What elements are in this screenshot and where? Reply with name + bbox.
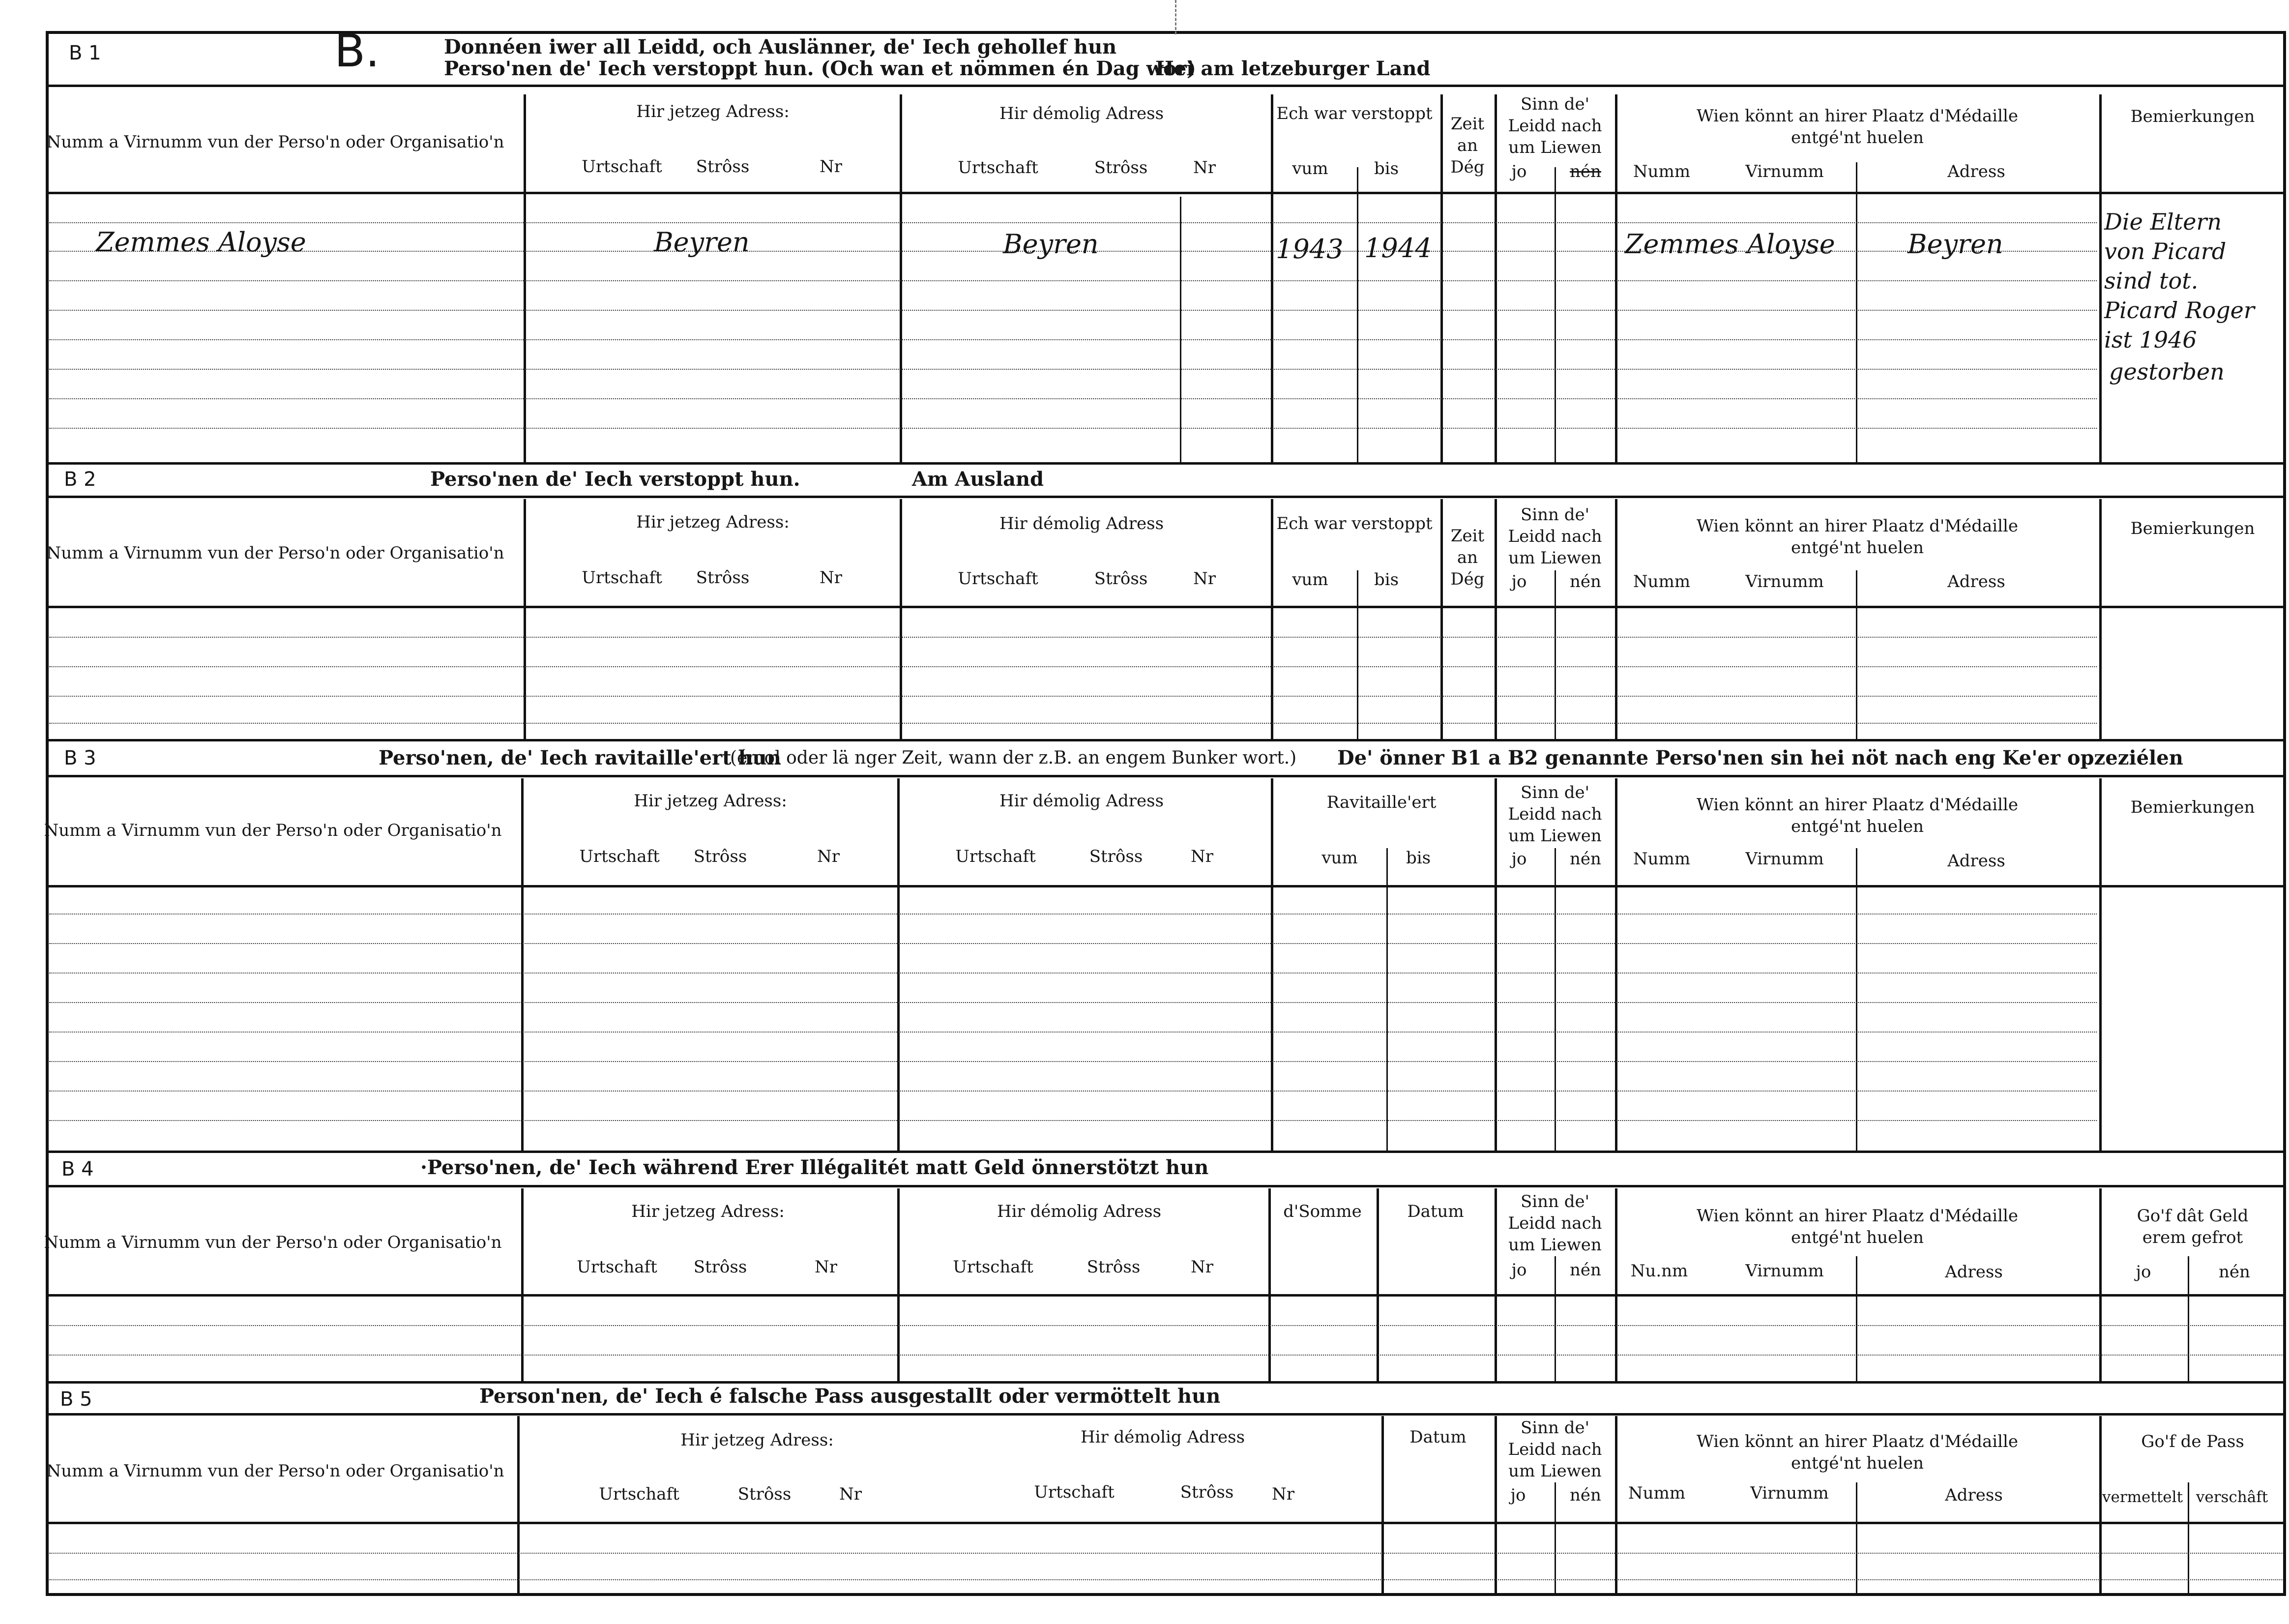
section-b1-rule bbox=[46, 85, 2286, 87]
section-b2-title: Perso'nen de' Iech verstoppt hun. bbox=[430, 468, 800, 491]
section-b2-label: B 2 bbox=[64, 468, 96, 491]
b3-row-line bbox=[49, 1120, 2097, 1121]
b4-col-divider bbox=[1555, 1256, 1556, 1381]
b5-header-former: Hir démolig Adress bbox=[1080, 1427, 1245, 1447]
b1-entry-remarks-line: Die Eltern bbox=[2104, 208, 2222, 235]
b5-header-current: Hir jetzeg Adress: bbox=[680, 1430, 834, 1450]
b2-col-divider bbox=[1555, 570, 1556, 739]
b1-header-street: Strôss bbox=[696, 157, 750, 177]
b1-entry-remarks-line: von Picard bbox=[2104, 238, 2227, 265]
section-b1-title-line2: Perso'nen de' Iech verstoppt hun. (Och wan et nömmen én Dag wor) bbox=[444, 57, 1196, 80]
b1-header-name: Numm a Virnumm vun der Perso'n oder Organisatio'n bbox=[46, 132, 504, 152]
b1-entry-to: 1944 bbox=[1364, 233, 1432, 264]
b2-col-divider bbox=[1271, 499, 1273, 739]
b5-row-line bbox=[49, 1579, 2284, 1580]
b2-col-divider bbox=[524, 499, 526, 739]
b4-header-medal-name: Nu.nm bbox=[1630, 1261, 1688, 1281]
b4-col-divider bbox=[2188, 1256, 2189, 1381]
b2-col-divider bbox=[1856, 570, 1857, 739]
b1-entry-remarks-line: ist 1946 bbox=[2104, 326, 2197, 353]
b3-col-divider bbox=[1271, 778, 1273, 1151]
b5-header-pass-procured: verschâft bbox=[2196, 1488, 2268, 1506]
b4-col-divider bbox=[1615, 1188, 1617, 1381]
b2-header-locality2: Urtschaft bbox=[958, 569, 1038, 589]
b1-header-rule bbox=[46, 192, 2286, 194]
b1-row-line bbox=[49, 280, 2097, 281]
b1-header-locality: Urtschaft bbox=[582, 157, 662, 177]
b2-col-divider bbox=[1495, 499, 1497, 739]
section-b2-top-rule bbox=[46, 462, 2286, 465]
b5-header-locality2: Urtschaft bbox=[1034, 1482, 1115, 1502]
b3-col-divider bbox=[1495, 778, 1497, 1151]
b1-row-line bbox=[49, 339, 2097, 340]
b4-header-sum: d'Somme bbox=[1283, 1202, 1362, 1221]
b3-header-number2: Nr bbox=[1190, 847, 1214, 866]
b2-row-line bbox=[49, 666, 2097, 667]
b2-header-current: Hir jetzeg Adress: bbox=[636, 512, 790, 532]
b2-row-line bbox=[49, 696, 2097, 697]
section-b3-title-note: (émol oder lä nger Zeit, wann der z.B. an engem Bunker wort.) bbox=[730, 748, 1297, 768]
section-b3-label: B 3 bbox=[64, 747, 96, 769]
b3-row-line bbox=[49, 973, 2097, 974]
b5-header-alive: Sinn de' Leidd nach um Liewen bbox=[1508, 1418, 1602, 1481]
b3-header-current: Hir jetzeg Adress: bbox=[634, 791, 787, 811]
b2-col-divider bbox=[2099, 499, 2102, 739]
b3-header-remarks: Bemierkungen bbox=[2130, 797, 2255, 817]
b1-header-remarks: Bemierkungen bbox=[2130, 107, 2255, 126]
b2-header-medal-name: Numm bbox=[1633, 572, 1691, 591]
b5-header-locality: Urtschaft bbox=[599, 1484, 679, 1504]
b4-header-medal-firstname: Virnumm bbox=[1745, 1261, 1824, 1281]
b3-col-divider bbox=[1856, 848, 1857, 1151]
b3-col-divider bbox=[897, 778, 900, 1151]
b4-row-line bbox=[49, 1325, 2284, 1326]
b1-row-line bbox=[49, 222, 2097, 223]
b1-header-medal-name: Numm bbox=[1633, 162, 1691, 181]
b5-header-street2: Strôss bbox=[1180, 1482, 1234, 1502]
section-b3-top-rule bbox=[46, 739, 2286, 741]
section-b4-title: ·Perso'nen, de' Iech während Erer Illégalitét matt Geld önnerstötzt hun bbox=[420, 1156, 1209, 1179]
b1-col-divider bbox=[1615, 94, 1617, 462]
b3-header-medal-firstname: Virnumm bbox=[1745, 849, 1824, 869]
b2-header-time: Zeit an Dég bbox=[1450, 526, 1485, 589]
section-b4-top-rule bbox=[46, 1151, 2286, 1153]
b3-header-locality2: Urtschaft bbox=[955, 847, 1036, 866]
b1-header-medal-address: Adress bbox=[1947, 162, 2005, 181]
b1-header-alive: Sinn de' Leidd nach um Liewen bbox=[1508, 94, 1602, 157]
b4-col-divider bbox=[1495, 1188, 1497, 1381]
b3-row-line bbox=[49, 1091, 2097, 1092]
b1-entry-remarks-line: gestorben bbox=[2109, 358, 2225, 385]
b1-col-divider bbox=[1271, 94, 1273, 462]
b3-header-yes: jo bbox=[1511, 849, 1527, 869]
section-b3-title-extra: De' önner B1 a B2 genannte Perso'nen sin hei nöt nach eng Ke'er opzeziélen bbox=[1337, 746, 2183, 769]
section-b2-title-extra: Am Ausland bbox=[912, 468, 1044, 491]
b2-header-street2: Strôss bbox=[1094, 569, 1148, 589]
b1-col-divider bbox=[1357, 167, 1358, 462]
b3-header-street: Strôss bbox=[693, 847, 747, 866]
b1-entry-name: Zemmes Aloyse bbox=[96, 227, 306, 258]
b4-header-date: Datum bbox=[1407, 1202, 1464, 1221]
b1-col-divider bbox=[1856, 162, 1857, 462]
b1-entry-medal-address: Beyren bbox=[1908, 229, 2003, 260]
b4-col-divider bbox=[1268, 1188, 1271, 1381]
b3-header-number: Nr bbox=[817, 847, 840, 866]
b2-header-to: bis bbox=[1374, 570, 1399, 590]
fold-mark bbox=[1175, 0, 1176, 34]
b5-header-pass: Go'f de Pass bbox=[2141, 1432, 2244, 1451]
b1-col-divider bbox=[900, 94, 902, 462]
b1-row-line bbox=[49, 398, 2097, 399]
b2-header-medal-address: Adress bbox=[1947, 572, 2005, 591]
b2-header-street: Strôss bbox=[696, 568, 750, 588]
b4-header-money-no: nén bbox=[2219, 1262, 2250, 1282]
b2-col-divider bbox=[900, 499, 902, 739]
b3-row-line bbox=[49, 914, 2097, 915]
b4-header-money-yes: jo bbox=[2136, 1262, 2151, 1282]
b3-header-street2: Strôss bbox=[1089, 847, 1143, 866]
b5-header-name: Numm a Virnumm vun der Perso'n oder Organisatio'n bbox=[46, 1461, 504, 1481]
section-b1-title-extra: Hei am letzeburger Land bbox=[1155, 57, 1431, 80]
b3-header-medal: Wien könnt an hirer Plaatz d'Médaille entgé'nt huelen bbox=[1696, 795, 2019, 836]
b4-col-divider bbox=[897, 1188, 900, 1381]
b4-header-money-given: Go'f dât Geld erem gefrot bbox=[2137, 1206, 2249, 1247]
b1-col-divider bbox=[1495, 94, 1497, 462]
b1-header-time: Zeit an Dég bbox=[1450, 114, 1485, 177]
b3-header-locality: Urtschaft bbox=[579, 847, 660, 866]
b2-header-rule bbox=[46, 606, 2286, 608]
b1-header-yes: jo bbox=[1511, 162, 1527, 181]
b5-header-pass-mediated: vermettelt bbox=[2102, 1488, 2183, 1506]
b5-header-rule bbox=[46, 1522, 2286, 1524]
b5-col-divider bbox=[2099, 1416, 2102, 1593]
b3-row-line bbox=[49, 1061, 2097, 1062]
b5-col-divider bbox=[517, 1416, 520, 1593]
b2-header-number: Nr bbox=[819, 568, 843, 588]
b3-col-divider bbox=[1386, 848, 1388, 1151]
b2-header-from: vum bbox=[1292, 570, 1328, 590]
b3-header-rule bbox=[46, 885, 2286, 887]
b4-header-current: Hir jetzeg Adress: bbox=[631, 1202, 785, 1221]
b4-header-street2: Strôss bbox=[1086, 1257, 1141, 1277]
b1-header-hidden: Ech war verstoppt bbox=[1276, 104, 1433, 123]
b5-header-date: Datum bbox=[1409, 1427, 1467, 1447]
b3-header-medal-name: Numm bbox=[1633, 849, 1691, 869]
b4-header-medal: Wien könnt an hirer Plaatz d'Médaille entgé'nt huelen bbox=[1696, 1206, 2019, 1247]
b4-header-rule bbox=[46, 1294, 2286, 1297]
b1-entry-remarks-line: sind tot. bbox=[2104, 267, 2199, 294]
b3-col-divider bbox=[521, 778, 524, 1151]
section-b5-rule bbox=[46, 1413, 2286, 1416]
section-b5-title: Person'nen, de' Iech é falsche Pass ausgestallt oder vermöttelt hun bbox=[479, 1385, 1221, 1408]
section-b4-rule bbox=[46, 1185, 2286, 1187]
section-b5-top-rule bbox=[46, 1381, 2286, 1384]
section-b1-title-line1: Donnéen iwer all Leidd, och Auslänner, de' Iech gehollef hun bbox=[444, 35, 1117, 59]
b2-header-hidden: Ech war verstoppt bbox=[1276, 514, 1433, 533]
b1-header-medal: Wien könnt an hirer Plaatz d'Médaille entgé'nt huelen bbox=[1696, 106, 2019, 148]
b3-header-medal-address: Adress bbox=[1947, 851, 2005, 871]
b3-row-line bbox=[49, 1002, 2097, 1003]
b4-row-line bbox=[49, 1355, 2284, 1356]
b4-header-no: nén bbox=[1570, 1260, 1601, 1280]
b2-header-number2: Nr bbox=[1193, 569, 1216, 589]
b1-header-locality2: Urtschaft bbox=[958, 158, 1038, 177]
b4-col-divider bbox=[521, 1188, 524, 1381]
b5-header-medal-firstname: Virnumm bbox=[1750, 1483, 1829, 1503]
b3-col-divider bbox=[1555, 848, 1556, 1151]
b5-header-no: nén bbox=[1570, 1485, 1601, 1505]
b5-header-medal-address: Adress bbox=[1945, 1485, 2003, 1505]
b3-row-line bbox=[49, 943, 2097, 944]
b4-header-number2: Nr bbox=[1190, 1257, 1214, 1277]
b1-col-divider bbox=[1440, 94, 1443, 462]
b4-header-street: Strôss bbox=[693, 1257, 747, 1277]
b1-header-number2: Nr bbox=[1193, 158, 1216, 177]
section-b1-label: B 1 bbox=[69, 42, 101, 64]
b5-header-medal: Wien könnt an hirer Plaatz d'Médaille entgé'nt huelen bbox=[1696, 1432, 2019, 1473]
b4-header-alive: Sinn de' Leidd nach um Liewen bbox=[1508, 1192, 1602, 1255]
b1-header-former: Hir démolig Adress bbox=[999, 104, 1164, 123]
b5-header-number2: Nr bbox=[1271, 1484, 1295, 1504]
b3-col-divider bbox=[2099, 778, 2102, 1151]
b1-entry-from: 1943 bbox=[1276, 234, 1344, 265]
b2-row-line bbox=[49, 723, 2097, 724]
form-letter: B. bbox=[334, 25, 380, 77]
b2-header-name: Numm a Virnumm vun der Perso'n oder Organisatio'n bbox=[46, 543, 504, 563]
section-b2-rule bbox=[46, 496, 2286, 498]
b1-col-divider bbox=[1555, 167, 1556, 462]
b5-row-line bbox=[49, 1553, 2284, 1554]
b5-col-divider bbox=[1495, 1416, 1497, 1593]
b1-col-divider bbox=[1180, 197, 1181, 462]
b2-header-yes: jo bbox=[1511, 572, 1527, 591]
b1-row-line bbox=[49, 310, 2097, 311]
b4-header-name: Numm a Virnumm vun der Perso'n oder Organisatio'n bbox=[44, 1233, 502, 1252]
b1-col-divider bbox=[524, 94, 526, 462]
b2-header-no: nén bbox=[1570, 572, 1601, 591]
b2-row-line bbox=[49, 637, 2097, 638]
b2-header-alive: Sinn de' Leidd nach um Liewen bbox=[1508, 505, 1602, 568]
section-b4-label: B 4 bbox=[61, 1158, 94, 1181]
b2-header-remarks: Bemierkungen bbox=[2130, 519, 2255, 538]
b3-header-name: Numm a Virnumm vun der Perso'n oder Organisatio'n bbox=[44, 821, 502, 840]
b1-entry-remarks-line: Picard Roger bbox=[2104, 297, 2255, 324]
b1-col-divider bbox=[2099, 94, 2102, 462]
b1-entry-current-address: Beyren bbox=[654, 227, 750, 258]
b1-header-from: vum bbox=[1292, 159, 1328, 178]
b2-header-locality: Urtschaft bbox=[582, 568, 662, 588]
b5-header-number: Nr bbox=[839, 1484, 862, 1504]
b4-header-former: Hir démolig Adress bbox=[997, 1202, 1162, 1221]
b3-header-former: Hir démolig Adress bbox=[999, 791, 1164, 811]
b5-col-divider bbox=[1615, 1416, 1617, 1593]
b5-header-street: Strôss bbox=[737, 1484, 792, 1504]
b5-header-yes: jo bbox=[1510, 1485, 1526, 1505]
b1-header-medal-firstname: Virnumm bbox=[1745, 162, 1824, 181]
b2-col-divider bbox=[1440, 499, 1443, 739]
b2-col-divider bbox=[1357, 570, 1358, 739]
b4-header-number: Nr bbox=[814, 1257, 838, 1277]
b3-col-divider bbox=[1615, 778, 1617, 1151]
b5-col-divider bbox=[1856, 1482, 1857, 1593]
b5-col-divider bbox=[1381, 1416, 1384, 1593]
section-b3-rule bbox=[46, 775, 2286, 777]
b4-header-locality2: Urtschaft bbox=[953, 1257, 1033, 1277]
b4-header-yes: jo bbox=[1511, 1260, 1527, 1280]
b2-header-former: Hir démolig Adress bbox=[999, 514, 1164, 533]
b3-row-line bbox=[49, 1032, 2097, 1033]
b4-header-locality: Urtschaft bbox=[577, 1257, 657, 1277]
b4-header-medal-address: Adress bbox=[1945, 1262, 2003, 1282]
section-b5-label: B 5 bbox=[60, 1388, 92, 1411]
b1-header-current: Hir jetzeg Adress: bbox=[636, 102, 790, 121]
b1-header-no: nén bbox=[1570, 162, 1601, 181]
b3-header-from: vum bbox=[1321, 848, 1358, 868]
b1-header-street2: Strôss bbox=[1094, 158, 1148, 177]
b1-entry-medal-name: Zemmes Aloyse bbox=[1625, 229, 1835, 260]
b4-col-divider bbox=[1377, 1188, 1379, 1381]
section-b3-title: Perso'nen, de' Iech ravitaille'ert hun bbox=[379, 746, 781, 769]
b5-col-divider bbox=[1555, 1482, 1556, 1593]
b5-col-divider bbox=[2188, 1482, 2189, 1593]
b3-header-alive: Sinn de' Leidd nach um Liewen bbox=[1508, 783, 1602, 846]
b3-header-to: bis bbox=[1406, 848, 1431, 868]
b1-row-line bbox=[49, 369, 2097, 370]
b4-col-divider bbox=[2099, 1188, 2102, 1381]
b1-header-number: Nr bbox=[819, 157, 843, 177]
b3-header-supplied: Ravitaille'ert bbox=[1326, 793, 1437, 812]
b2-header-medal: Wien könnt an hirer Plaatz d'Médaille entgé'nt huelen bbox=[1696, 516, 2019, 558]
b2-header-medal-firstname: Virnumm bbox=[1745, 572, 1824, 591]
b1-row-line bbox=[49, 428, 2097, 429]
b1-entry-former-address: Beyren bbox=[1003, 229, 1099, 260]
b4-col-divider bbox=[1856, 1256, 1857, 1381]
b2-col-divider bbox=[1615, 499, 1617, 739]
b3-header-no: nén bbox=[1570, 849, 1601, 869]
b1-header-to: bis bbox=[1374, 159, 1399, 178]
b5-header-medal-name: Numm bbox=[1628, 1483, 1686, 1503]
